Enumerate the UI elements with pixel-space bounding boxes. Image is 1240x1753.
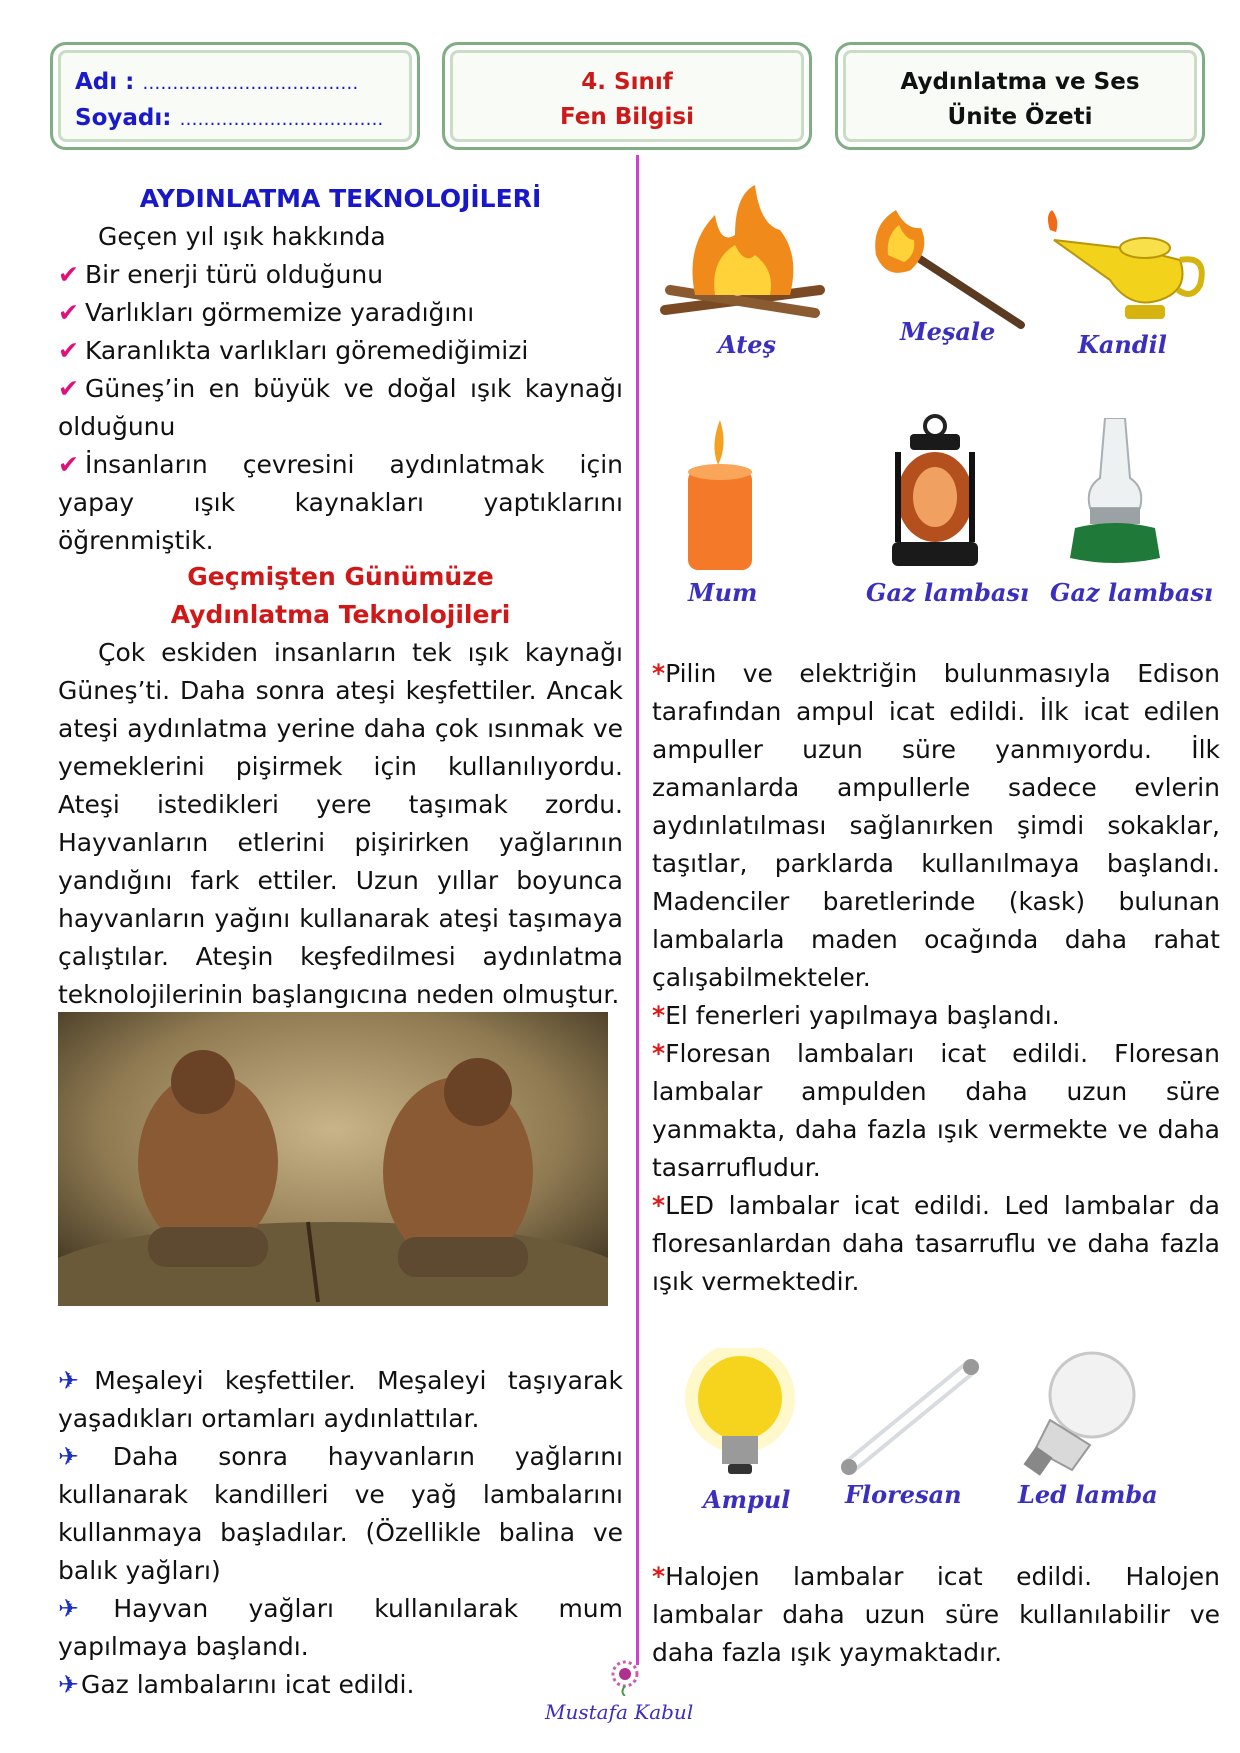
- check-item: ✔ Bir enerji türü olduğunu: [58, 260, 384, 289]
- left-history: [58, 558, 623, 1014]
- kerosene-lantern-image: [880, 412, 990, 572]
- label-led-lamba: Led lamba: [1018, 1480, 1158, 1509]
- check-item: ✔ Karanlıkta varlıkları göremediğimizi: [58, 336, 529, 365]
- label-floresan: Floresan: [845, 1480, 962, 1509]
- unit-title: Aydınlatma ve Ses: [900, 69, 1140, 95]
- author-signature: Mustafa Kabul: [545, 1700, 694, 1724]
- plane-icon: ✈: [58, 1594, 112, 1623]
- glass-oil-lamp-image: [1060, 418, 1170, 568]
- label-ampul: Ampul: [703, 1485, 791, 1514]
- paragraph-halogen: *Halojen lambalar icat edildi. Halojen lambalar daha uzun süre kullanılabilir ve daha fazla ışık yaymaktadır.: [652, 1562, 1220, 1667]
- surname-dots: …………………………….: [179, 109, 384, 130]
- subject-label: Fen Bilgisi: [560, 104, 694, 130]
- plane-icon: ✈: [58, 1442, 111, 1471]
- grade-label: 4. Sınıf: [581, 69, 673, 95]
- label-gaz-lambasi-1: Gaz lambası: [866, 578, 1030, 607]
- name-dots: ………………………………: [142, 73, 359, 94]
- label-mum: Mum: [688, 578, 758, 607]
- name-label: Adı :: [75, 69, 135, 95]
- check-icon: ✔: [58, 450, 79, 479]
- section-heading-lighting: AYDINLATMA TEKNOLOJİLERİ: [139, 184, 542, 213]
- campfire-image: [655, 185, 830, 325]
- right-electric-text: [652, 655, 1220, 1301]
- surname-label: Soyadı:: [75, 105, 172, 131]
- plane-icon: ✈: [58, 1366, 93, 1395]
- arrow-item: ✈Daha sonra hayvanların yağlarını kullanarak kandilleri ve yağ lambalarını kullanmaya başladılar. (Özellikle balina ve balık yağları): [58, 1442, 623, 1585]
- unit-box: [835, 42, 1205, 150]
- check-icon: ✔: [58, 260, 79, 289]
- arrow-item: ✈Hayvan yağları kullanılarak mum yapılmaya başlandı.: [58, 1594, 624, 1661]
- section-heading-history: Geçmişten Günümüze Aydınlatma Teknolojileri: [170, 562, 511, 629]
- torch-image: [866, 210, 1026, 330]
- light-bulb-image: [680, 1348, 800, 1478]
- check-item: ✔ Varlıkları görmemize yaradığını: [58, 298, 475, 327]
- plane-icon: ✈: [58, 1670, 79, 1699]
- intro-text: Geçen yıl ışık hakkında: [98, 222, 386, 251]
- column-divider: [636, 155, 639, 1665]
- paragraph-led: *LED lambalar icat edildi. Led lambalar da floresanlardan daha tasarruflu ve daha fazla ışık vermektedir.: [652, 1191, 1220, 1296]
- paragraph-fluorescent: *Floresan lambaları icat edildi. Floresan lambalar ampulden daha uzun süre yanmakta, daha fazla ışık vermekte ve daha tasarrufludur.: [652, 1039, 1220, 1182]
- name-box: [50, 42, 420, 150]
- led-bulb-image: [1020, 1350, 1150, 1480]
- left-intro: [58, 180, 623, 560]
- grade-box: [442, 42, 812, 150]
- label-ates: Ateş: [718, 330, 777, 359]
- paragraph-flashlight: *El fenerleri yapılmaya başlandı.: [652, 1001, 1060, 1030]
- flower-logo-icon: [605, 1660, 645, 1696]
- summary-title: Ünite Özeti: [947, 104, 1093, 130]
- check-item: ✔ İnsanların çevresini aydınlatmak için yapay ışık kaynakları yaptıklarını öğrenmiştik.: [58, 450, 623, 555]
- paragraph-edison: *Pilin ve elektriğin bulunmasıyla Edison tarafından ampul icat edildi. İlk icat edilen ampuller uzun süre yanmıyordu. İlk zamanlarda ampullerle sadece evlerin aydınlatılması sağlanırken şimdi sokaklar, taşıtlar, parklarda kullanılmaya başlandı. Madenciler baretlerinde (kask) bulunan lambalarla maden ocağında daha rahat çalışabilmekteler.: [652, 659, 1220, 992]
- check-icon: ✔: [58, 298, 79, 327]
- label-kandil: Kandil: [1078, 330, 1167, 359]
- label-gaz-lambasi-2: Gaz lambası: [1050, 578, 1214, 607]
- check-icon: ✔: [58, 374, 79, 403]
- check-item: ✔ Güneş’in en büyük ve doğal ışık kaynağı olduğunu: [58, 374, 623, 441]
- arrow-item: ✈Gaz lambalarını icat edildi.: [58, 1670, 415, 1699]
- cavemen-fire-image: [58, 1012, 608, 1306]
- oil-lamp-image: [1040, 210, 1210, 330]
- left-arrows: [58, 1362, 623, 1704]
- right-halogen-text: [652, 1558, 1220, 1672]
- label-mesale: Meşale: [900, 317, 996, 346]
- fluorescent-tube-image: [835, 1355, 985, 1480]
- history-paragraph: Çok eskiden insanların tek ışık kaynağı Güneş’ti. Daha sonra ateşi keşfettiler. Ancak ateşi aydınlatma yerine daha çok ısınmak ve yemeklerini pişirmek için kullanılıyordu. Ateşi istedikleri yere taşımak zordu. Hayvanların etlerini pişirirken yağlarının yandığını fark ettiler. Uzun yıllar boyunca hayvanların yağını kullanarak ateşi taşımaya çalıştılar. Ateşin keşfedilmesi aydınlatma teknolojilerinin başlangıcına neden olmuştur.: [58, 638, 623, 1009]
- check-icon: ✔: [58, 336, 79, 365]
- arrow-item: ✈Meşaleyi keşfettiler. Meşaleyi taşıyarak yaşadıkları ortamları aydınlattılar.: [58, 1366, 623, 1433]
- candle-image: [680, 420, 760, 575]
